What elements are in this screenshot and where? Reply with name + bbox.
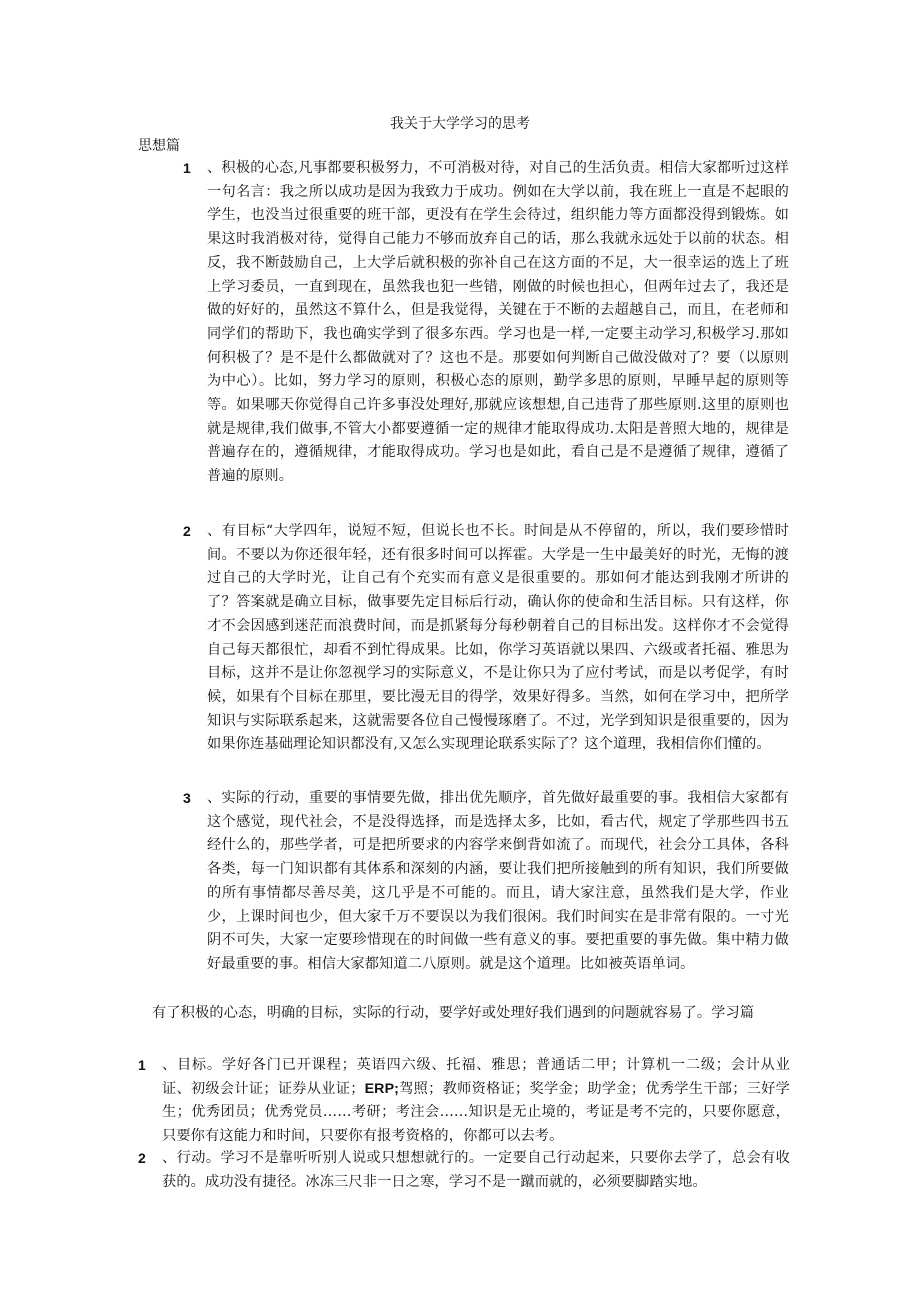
item-number: 2	[138, 1150, 146, 1166]
erp-text: ERP;	[364, 1080, 400, 1097]
item-text-before: 、目标。学好各门已开课程；英语四六级、托福、雅思；普通话二甲；计算机一二级；会计从业证、初级会计证；证券从业证；	[162, 1057, 790, 1097]
item-text: 、有目标“大学四年，说短不短，但说长也不长。时间是从不停留的，所以，我们要珍惜时间。不要以为你还很年轻，还有很多时间可以挥霍。大学是一生中最美好的时光，无悔的渡过自己的大学时光，让自己有个充实而有意义是很重要的。那如何才能达到我刚才所讲的了？答案就是确立目标，做事要先定目标后行动，确认你的使命和生活目标。只有这样，你才不会因感到迷茫而浪费时间，而是抓紧每分每秒朝着自己的目标出发。这样你才不会觉得自己每天都很忙，却看不到忙得成果。比如，你学习英语就以果四、六级或者托福、雅思为目标，这并不是让你忽视学习的实际意义，不是让你只为了应付考试，而是以考促学，有时候，如果有个目标在那里，要比漫无目的得学，效果好得多。当然，如何在学习中，把所学知识与实际联系起来，这就需要各位自己慢慢琢磨了。不过，光学到知识是很重要的，因为如果你连基础理论知识都没有,又怎么实现理论联系实际了？这个道理，我相信你们懂的。	[207, 523, 789, 753]
item-number: 3	[183, 790, 191, 806]
item-text: 、积极的心态,凡事都要积极努力，不可消极对待，对自己的生活负责。相信大家都听过这样一句名言：我之所以成功是因为我致力于成功。例如在大学以前，我在班上一直是不起眼的学生，也没当过很重要的班干部，更没有在学生会待过，组织能力等方面都没得到锻炼。如果这时我消极对待，觉得自己能力不够而放弃自己的话，那么我就永远处于以前的状态。相反，我不断鼓励自己，上大学后就积极的弥补自己在这方面的不足，大一很幸运的选上了班上学习委员，一直到现在，虽然我也犯一些错，刚做的时候也担心，但两年过去了，我还是做的好好的，虽然这不算什么，但是我觉得，关键在于不断的去超越自己，而且，在老师和同学们的帮助下，我也确实学到了很多东西。学习也是一样,一定要主动学习,积极学习.那如何积极了？是不是什么都做就对了？这也不是。那要如何判断自己做没做对了？要（以原则为中心）。比如，努力学习的原则，积极心态的原则，勤学多思的原则，早睡早起的原则等等。如果哪天你觉得自己许多事没处理好,那就应该想想,自己违背了那些原则.这里的原则也就是规律,我们做事,不管大小都要遵循一定的规律才能取得成功.太阳是普照大地的，规律是普遍存在的，遵循规律，才能取得成功。学习也是如此，看自己是不是遵循了规律，遵循了普遍的原则。	[207, 160, 789, 485]
thought-item-2	[183, 520, 789, 757]
item-text-after: 驾照；教师资格证；奖学金；助学金；优秀学生干部；三好学生；优秀团员；优秀党员……考研；考注会……知识是无止境的，考证是考不完的，只要你愿意，只要你有这能力和时间，只要你有报考资格的，你都可以去考。	[162, 1080, 790, 1145]
thought-item-1	[183, 157, 789, 489]
section-heading-thought: 思想篇	[138, 138, 180, 154]
item-number: 1	[138, 1057, 146, 1073]
item-text: 、行动。学习不是靠听听别人说或只想想就行的。一定要自己行动起来，只要你去学了，总会有收获的。成功没有捷径。冰冻三尺非一日之寒，学习不是一蹴而就的，必须要脚踏实地。	[162, 1150, 790, 1190]
document-title: 我关于大学学习的思考	[390, 116, 530, 132]
item-number: 1	[183, 160, 191, 176]
study-item-1	[138, 1054, 790, 1149]
item-text: 、实际的行动，重要的事情要先做，排出优先顺序，首先做好最重要的事。我相信大家都有这个感觉，现代社会，不是没得选择，而是选择太多，比如，看古代，规定了学那些四书五经什么的，那些学者，可是把所要求的内容学来倒背如流了。而现代，社会分工具体，各科各类，每一门知识都有其体系和深刻的内涵，要让我们把所接触到的所有知识，我们所要做的所有事情都尽善尽美，这几乎是不可能的。而且，请大家注意，虽然我们是大学，作业少，上课时间也少，但大家千万不要误以为我们很闲。我们时间实在是非常有限的。一寸光阴不可失，大家一定要珍惜现在的时间做一些有意义的事。要把重要的事先做。集中精力做好最重要的事。相信大家都知道二八原则。就是这个道理。比如被英语单词。	[207, 790, 789, 972]
summary-paragraph: 有了积极的心态，明确的目标，实际的行动，要学好或处理好我们遇到的问题就容易了。学习篇	[152, 1005, 755, 1021]
thought-item-3	[183, 787, 789, 977]
study-item-2	[138, 1147, 790, 1194]
item-number: 2	[183, 523, 191, 539]
